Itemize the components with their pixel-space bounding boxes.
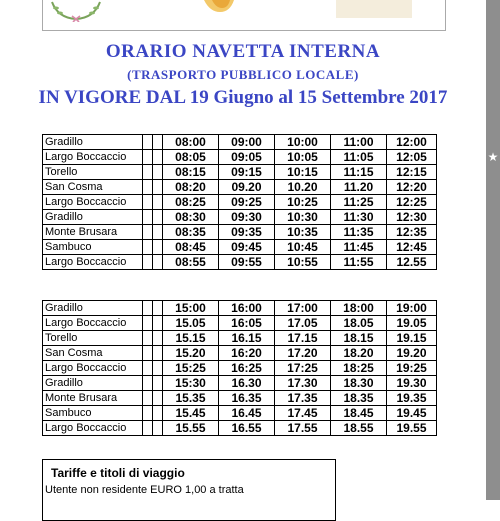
departure-time: 10.20 [275,180,331,195]
departure-time: 18.35 [331,391,387,406]
departure-time: 11:05 [331,150,387,165]
departure-time: 11:15 [331,165,387,180]
table-row [43,406,437,421]
spacer-cell [143,195,153,210]
spacer-cell [153,150,163,165]
spacer-cell [143,301,153,316]
validity-period: IN VIGORE DAL 19 Giugno al 15 Settembre 2017 [38,87,448,108]
departure-time: 18:25 [331,361,387,376]
table-row [43,225,437,240]
departure-time: 17.30 [275,376,331,391]
departure-time: 15:00 [163,301,219,316]
spacer-cell [153,301,163,316]
departure-time: 19.55 [387,421,437,436]
table-row [43,150,437,165]
spacer-cell [143,150,153,165]
spacer-cell [143,361,153,376]
departure-time: 08:05 [163,150,219,165]
departure-time: 15.45 [163,406,219,421]
departure-time: 15.15 [163,331,219,346]
spacer-cell [143,135,153,150]
spacer-cell [153,406,163,421]
departure-time: 09:05 [219,150,275,165]
spacer-cell [143,331,153,346]
logo-panel [336,0,412,18]
stop-name: Largo Boccaccio [43,150,143,165]
spacer-cell [153,165,163,180]
spacer-cell [153,195,163,210]
spacer-cell [143,406,153,421]
departure-time: 09.20 [219,180,275,195]
departure-time: 08:15 [163,165,219,180]
spacer-cell [153,135,163,150]
departure-time: 12:30 [387,210,437,225]
departure-time: 16:20 [219,346,275,361]
departure-time: 17.05 [275,316,331,331]
table-row [43,391,437,406]
departure-time: 10:30 [275,210,331,225]
departure-time: 09:55 [219,255,275,270]
spacer-cell [153,346,163,361]
departure-time: 17.15 [275,331,331,346]
spacer-cell [153,225,163,240]
stop-name: Gradillo [43,135,143,150]
spacer-cell [143,225,153,240]
table-row [43,195,437,210]
departure-time: 10:35 [275,225,331,240]
table-row [43,210,437,225]
table-row [43,240,437,255]
departure-time: 16:00 [219,301,275,316]
spacer-cell [153,240,163,255]
departure-time: 11:35 [331,225,387,240]
stop-name: Largo Boccaccio [43,421,143,436]
departure-time: 16.45 [219,406,275,421]
spacer-cell [153,331,163,346]
departure-time: 18.20 [331,346,387,361]
stop-name: Gradillo [43,210,143,225]
tariff-box [42,459,336,521]
table-row [43,376,437,391]
departure-time: 08:55 [163,255,219,270]
departure-time: 17.35 [275,391,331,406]
departure-time: 16.15 [219,331,275,346]
stop-name: Largo Boccaccio [43,195,143,210]
departure-time: 10:15 [275,165,331,180]
table-row [43,331,437,346]
table-row [43,316,437,331]
departure-time: 12:35 [387,225,437,240]
departure-time: 08:25 [163,195,219,210]
spacer-cell [153,361,163,376]
stop-name: Largo Boccaccio [43,316,143,331]
departure-time: 16.35 [219,391,275,406]
departure-time: 10:55 [275,255,331,270]
departure-time: 18.45 [331,406,387,421]
departure-time: 12:45 [387,240,437,255]
table-row [43,361,437,376]
stop-name: Gradillo [43,376,143,391]
spacer-cell [153,255,163,270]
spacer-cell [143,421,153,436]
departure-time: 17:00 [275,301,331,316]
departure-time: 16.30 [219,376,275,391]
spacer-cell [153,421,163,436]
spacer-cell [153,210,163,225]
departure-time: 19.45 [387,406,437,421]
spacer-cell [143,165,153,180]
stop-name: Largo Boccaccio [43,255,143,270]
departure-time: 19:00 [387,301,437,316]
stop-name: San Cosma [43,346,143,361]
departure-time: 18.55 [331,421,387,436]
departure-time: 19.20 [387,346,437,361]
departure-time: 09:00 [219,135,275,150]
departure-time: 17:25 [275,361,331,376]
stop-name: Largo Boccaccio [43,361,143,376]
departure-time: 12:00 [387,135,437,150]
departure-time: 19.05 [387,316,437,331]
departure-time: 08:00 [163,135,219,150]
table-row [43,165,437,180]
stop-name: Torello [43,165,143,180]
departure-time: 17.20 [275,346,331,361]
departure-time: 08:45 [163,240,219,255]
spacer-cell [143,210,153,225]
departure-time: 15.20 [163,346,219,361]
departure-time: 11:55 [331,255,387,270]
departure-time: 15.55 [163,421,219,436]
stop-name: San Cosma [43,180,143,195]
tariff-title: Tariffe e titoli di viaggio [51,466,185,480]
table-row [43,346,437,361]
departure-time: 16:05 [219,316,275,331]
departure-time: 17.55 [275,421,331,436]
departure-time: 15.05 [163,316,219,331]
table-row [43,255,437,270]
spacer-cell [143,316,153,331]
spacer-cell [143,376,153,391]
departure-time: 15:25 [163,361,219,376]
side-strip [486,0,500,500]
departure-time: 19.30 [387,376,437,391]
sun-logo-icon [200,0,240,14]
spacer-cell [153,180,163,195]
departure-time: 12:05 [387,150,437,165]
departure-time: 16:25 [219,361,275,376]
spacer-cell [143,391,153,406]
departure-time: 11:25 [331,195,387,210]
stop-name: Gradillo [43,301,143,316]
schedule-subtitle: (TRASPORTO PUBBLICO LOCALE) [127,67,359,82]
spacer-cell [143,255,153,270]
departure-time: 18.05 [331,316,387,331]
departure-time: 18.30 [331,376,387,391]
departure-time: 12.55 [387,255,437,270]
departure-time: 09:35 [219,225,275,240]
spacer-cell [143,240,153,255]
table-row [43,301,437,316]
departure-time: 10:05 [275,150,331,165]
tariff-line: Utente non residente EURO 1,00 a tratta [45,484,244,496]
stop-name: Monte Brusara [43,391,143,406]
departure-time: 08:35 [163,225,219,240]
departure-time: 11.20 [331,180,387,195]
stop-name: Monte Brusara [43,225,143,240]
departure-time: 15:30 [163,376,219,391]
departure-time: 12:20 [387,180,437,195]
departure-time: 10:45 [275,240,331,255]
departure-time: 08:20 [163,180,219,195]
stop-name: Torello [43,331,143,346]
departure-time: 17.45 [275,406,331,421]
departure-time: 10:25 [275,195,331,210]
laurel-wreath-logo-icon [48,0,104,22]
stop-name: Sambuco [43,240,143,255]
spacer-cell [143,180,153,195]
departure-time: 19:25 [387,361,437,376]
departure-time: 18.15 [331,331,387,346]
spacer-cell [153,316,163,331]
departure-time: 09:15 [219,165,275,180]
departure-time: 18:00 [331,301,387,316]
departure-time: 16.55 [219,421,275,436]
star-icon: ★ [487,150,499,164]
spacer-cell [153,391,163,406]
spacer-cell [143,346,153,361]
departure-time: 08:30 [163,210,219,225]
afternoon-timetable [42,300,437,436]
table-row [43,180,437,195]
departure-time: 10:00 [275,135,331,150]
departure-time: 19.35 [387,391,437,406]
departure-time: 11:45 [331,240,387,255]
departure-time: 09:30 [219,210,275,225]
table-row [43,421,437,436]
departure-time: 11:00 [331,135,387,150]
departure-time: 19.15 [387,331,437,346]
departure-time: 15.35 [163,391,219,406]
table-row [43,135,437,150]
departure-time: 12:25 [387,195,437,210]
morning-timetable [42,134,437,270]
departure-time: 09:45 [219,240,275,255]
departure-time: 11:30 [331,210,387,225]
spacer-cell [153,376,163,391]
departure-time: 09:25 [219,195,275,210]
stop-name: Sambuco [43,406,143,421]
schedule-title: ORARIO NAVETTA INTERNA [105,41,381,62]
departure-time: 12:15 [387,165,437,180]
